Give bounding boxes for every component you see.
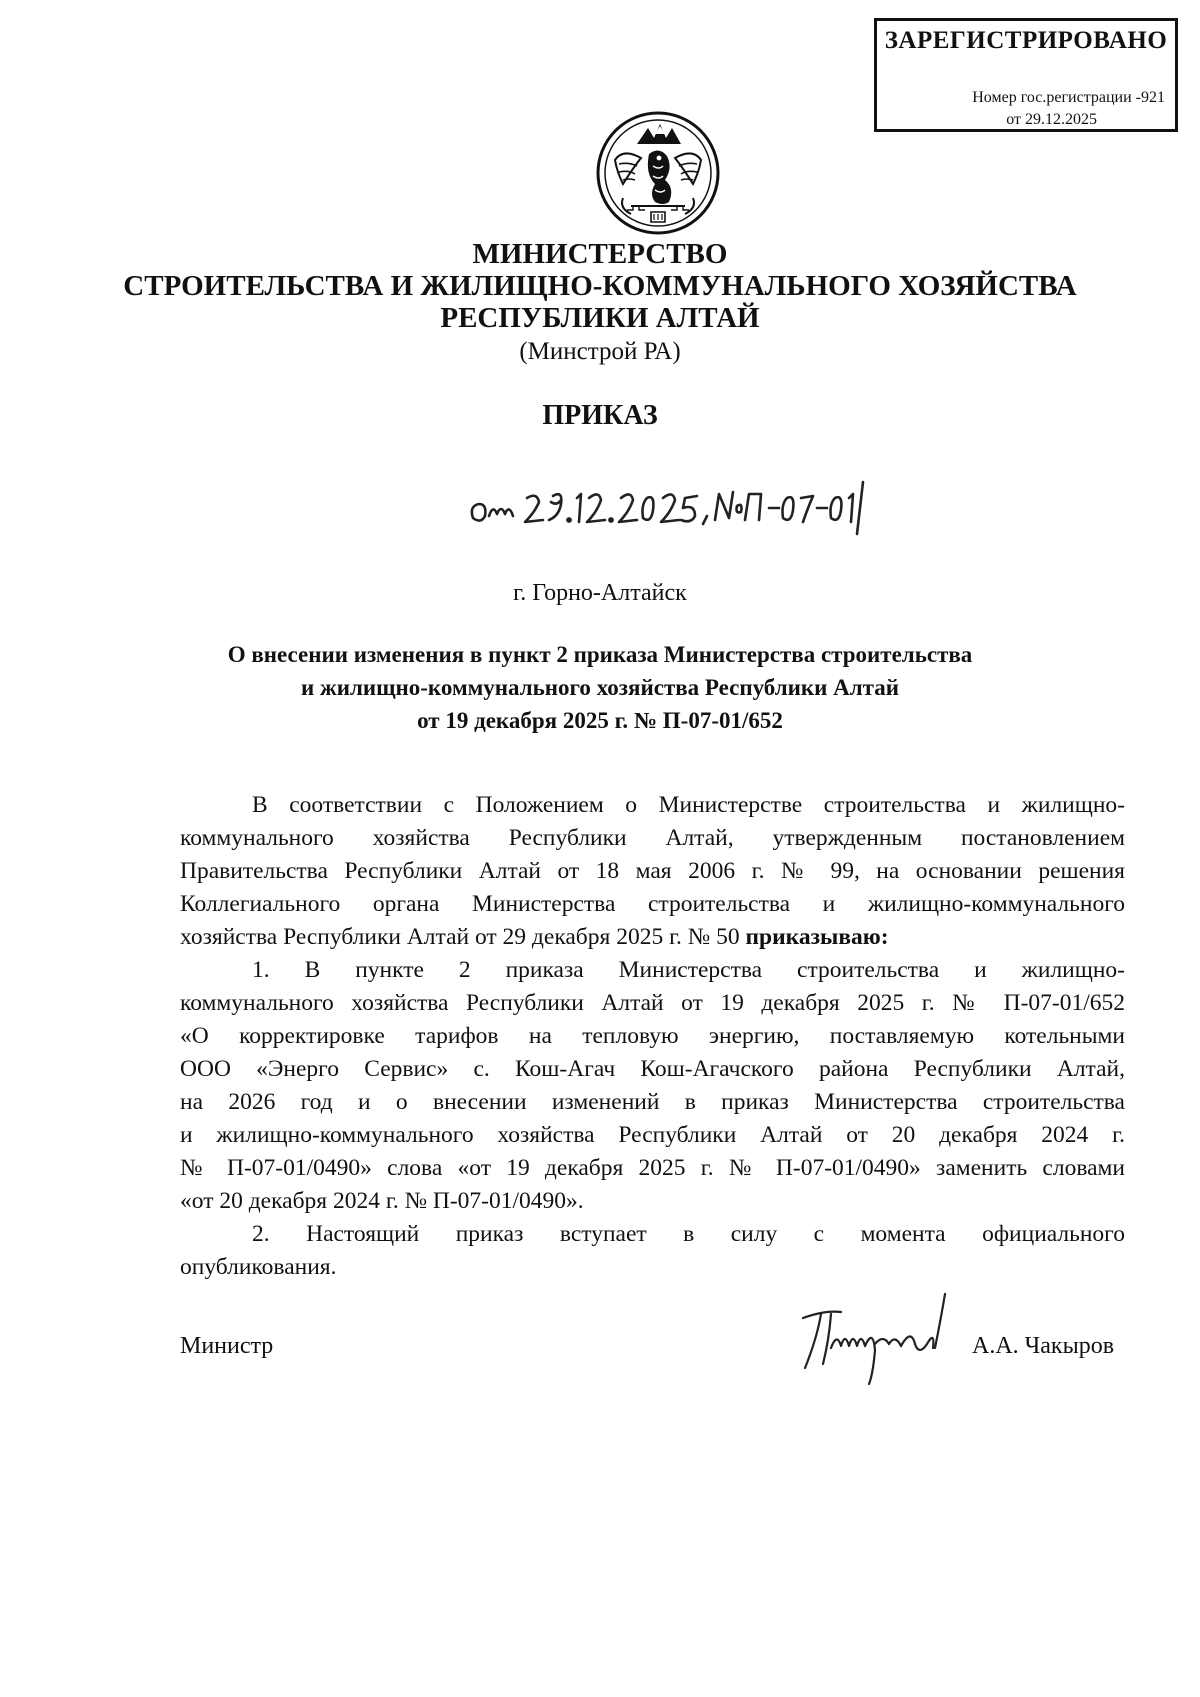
ministry-abbreviation: (Минстрой РА) [519,338,681,365]
body-line: на 2026 год и о внесении изменений в приказ Министерства строительства [180,1089,1125,1115]
handwritten-signature-icon [795,1288,975,1388]
registration-title: ЗАРЕГИСТРИРОВАНО [884,27,1168,54]
body-line: «от 20 декабря 2024 г. № П-07-01/0490». [180,1188,584,1214]
registration-stamp [874,18,1178,132]
ministry-name-line1: МИНИСТЕРСТВО [472,238,728,270]
body-line: 1. В пункте 2 приказа Министерства строительства и жилищно- [252,957,1125,983]
subject-line1: О внесении изменения в пункт 2 приказа Министерства строительства [227,642,973,667]
handwritten-order-number [465,468,865,540]
body-line: Коллегиального органа Министерства строительства и жилищно-коммунального [180,891,1125,917]
body-line: 2. Настоящий приказ вступает в силу с момента официального [252,1221,1125,1247]
body-text: хозяйства Республики Алтай от 29 декабря 2025 г. № 50 [180,924,746,950]
ministry-name-line3: РЕСПУБЛИКИ АЛТАЙ [440,302,760,334]
registration-number: Номер гос.регистрации -921 [972,89,1165,106]
body-line: Правительства Республики Алтай от 18 мая 2006 г. № 99, на основании решения [180,858,1125,884]
registration-date: от 29.12.2025 [1006,111,1097,128]
ministry-name-line2: СТРОИТЕЛЬСТВА И ЖИЛИЩНО-КОММУНАЛЬНОГО ХОЗЯЙСТВА [123,270,1077,302]
subject-line3: от 19 декабря 2025 г. № П-07-01/652 [417,708,783,733]
city: г. Горно-Алтайск [513,580,687,606]
body-line: опубликования. [180,1254,337,1280]
signatory-name: А.А. Чакыров [972,1333,1115,1359]
document-type: ПРИКАЗ [542,400,658,431]
body-line: № П-07-01/0490» слова «от 19 декабря 2025 г. № П-07-01/0490» заменить словами [180,1155,1125,1181]
order-verb: приказываю: [745,924,889,950]
body-line: ООО «Энерго Сервис» с. Кош-Агач Кош-Агачского района Республики Алтай, [180,1056,1125,1082]
body-line: коммунального хозяйства Республики Алтай, утвержденным постановлением [180,825,1125,851]
body-line: В соответствии с Положением о Министерстве строительства и жилищно- [252,792,1125,818]
subject-line2: и жилищно-коммунального хозяйства Республики Алтай [301,675,899,700]
body-line [180,924,1125,951]
body-line: коммунального хозяйства Республики Алтай от 19 декабря 2025 г. № П-07-01/652 [180,990,1125,1016]
signatory-position: Министр [180,1333,274,1359]
coat-of-arms-icon [593,110,723,236]
body-line: и жилищно-коммунального хозяйства Республики Алтай от 20 декабря 2024 г. [180,1122,1125,1148]
body-line: «О корректировке тарифов на тепловую энергию, поставляемую котельными [180,1023,1125,1049]
